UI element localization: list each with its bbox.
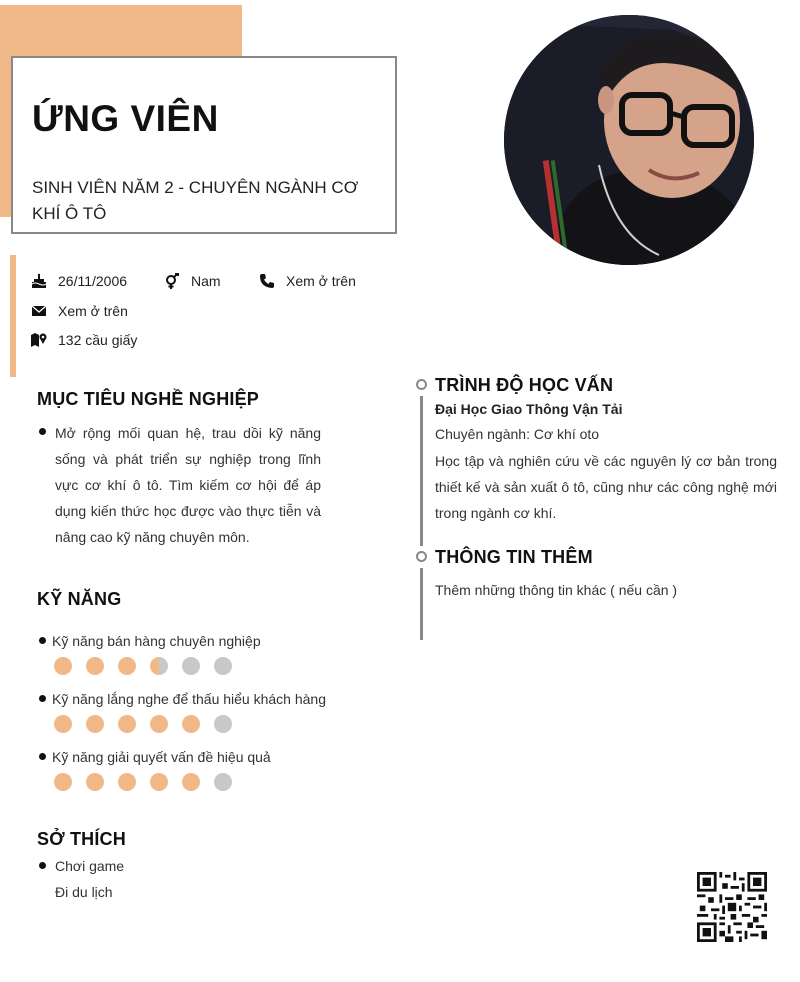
rating-dot	[86, 773, 104, 791]
address-value: 132 cầu giấy	[58, 332, 138, 348]
rating-dot	[214, 657, 232, 675]
birthday-item	[31, 273, 127, 289]
education-title: TRÌNH ĐỘ HỌC VẤN	[435, 375, 614, 395]
timeline-line	[420, 568, 423, 640]
rating-dot	[214, 715, 232, 733]
school-major: Chuyên ngành: Cơ khí oto	[435, 426, 600, 442]
cake-icon	[31, 273, 47, 289]
skill-label: Kỹ năng bán hàng chuyên nghiệp	[52, 633, 261, 649]
qr-code-icon	[697, 872, 767, 942]
timeline-line	[420, 396, 423, 546]
rating-dot	[150, 657, 168, 675]
extra-title: THÔNG TIN THÊM	[435, 547, 593, 567]
avatar-photo	[504, 15, 754, 265]
rating-dot	[150, 715, 168, 733]
name-card	[11, 56, 397, 234]
rating-dot	[150, 773, 168, 791]
objective-bullet	[39, 428, 46, 435]
phone-icon	[259, 273, 275, 289]
info-accent-bar	[10, 255, 16, 377]
gender-value: Nam	[191, 273, 221, 289]
birthday-value: 26/11/2006	[58, 273, 128, 289]
skill-label: Kỹ năng giải quyết vấn đề hiệu quả	[52, 749, 271, 765]
phone-item	[259, 273, 356, 289]
school-name: Đại Học Giao Thông Vận Tải	[435, 401, 623, 417]
mail-icon	[31, 303, 47, 319]
skill-bullet	[39, 753, 46, 760]
email-value: Xem ở trên	[58, 303, 128, 319]
hobby-bullet	[39, 862, 46, 869]
objective-title: MỤC TIÊU NGHỀ NGHIỆP	[37, 389, 260, 409]
rating-dot	[118, 715, 136, 733]
rating-dot	[214, 773, 232, 791]
rating-dot	[118, 773, 136, 791]
map-pin-icon	[31, 332, 47, 348]
gender-icon	[164, 273, 180, 289]
timeline-node	[416, 379, 427, 390]
rating-dot	[182, 657, 200, 675]
rating-dot	[182, 715, 200, 733]
timeline-node	[416, 551, 427, 562]
hobby-item: Đi du lịch	[55, 884, 113, 900]
objective-text: Mở rộng mối quan hệ, trau dồi kỹ năng sống và phát triển sự nghiệp trong lĩnh vực cơ khí ô tô. Tìm kiếm cơ hội để áp dụng kiến thức học được vào thực tiễn và nâng cao kỹ năng chuyên môn.	[55, 425, 321, 545]
skills-title: KỸ NĂNG	[37, 589, 122, 609]
skill-bullet	[39, 637, 46, 644]
email-item	[31, 303, 128, 319]
skill-rating	[54, 773, 246, 791]
avatar	[504, 15, 754, 265]
rating-dot	[54, 657, 72, 675]
skill-label: Kỹ năng lắng nghe để thấu hiểu khách hàng	[52, 691, 327, 707]
address-item	[31, 332, 137, 348]
skill-rating	[54, 657, 246, 675]
rating-dot	[182, 773, 200, 791]
hobbies-title: SỞ THÍCH	[37, 829, 126, 849]
skill-rating	[54, 715, 246, 733]
rating-dot	[86, 657, 104, 675]
rating-dot	[54, 715, 72, 733]
extra-text: Thêm những thông tin khác ( nếu cần )	[435, 582, 678, 598]
candidate-role: SINH VIÊN NĂM 2 - CHUYÊN NGÀNH CƠ KHÍ Ô TÔ	[32, 178, 359, 223]
education-description: Học tập và nghiên cứu về các nguyên lý cơ bản trong thiết kế và sản xuất ô tô, cũng như các công nghệ mới trong ngành cơ khí.	[435, 453, 777, 521]
skill-bullet	[39, 695, 46, 702]
rating-dot	[86, 715, 104, 733]
candidate-name: ỨNG VIÊN	[32, 98, 219, 139]
hobby-item: Chơi game	[55, 858, 125, 874]
phone-value: Xem ở trên	[286, 273, 356, 289]
rating-dot	[118, 657, 136, 675]
gender-item	[164, 273, 221, 289]
rating-dot	[54, 773, 72, 791]
